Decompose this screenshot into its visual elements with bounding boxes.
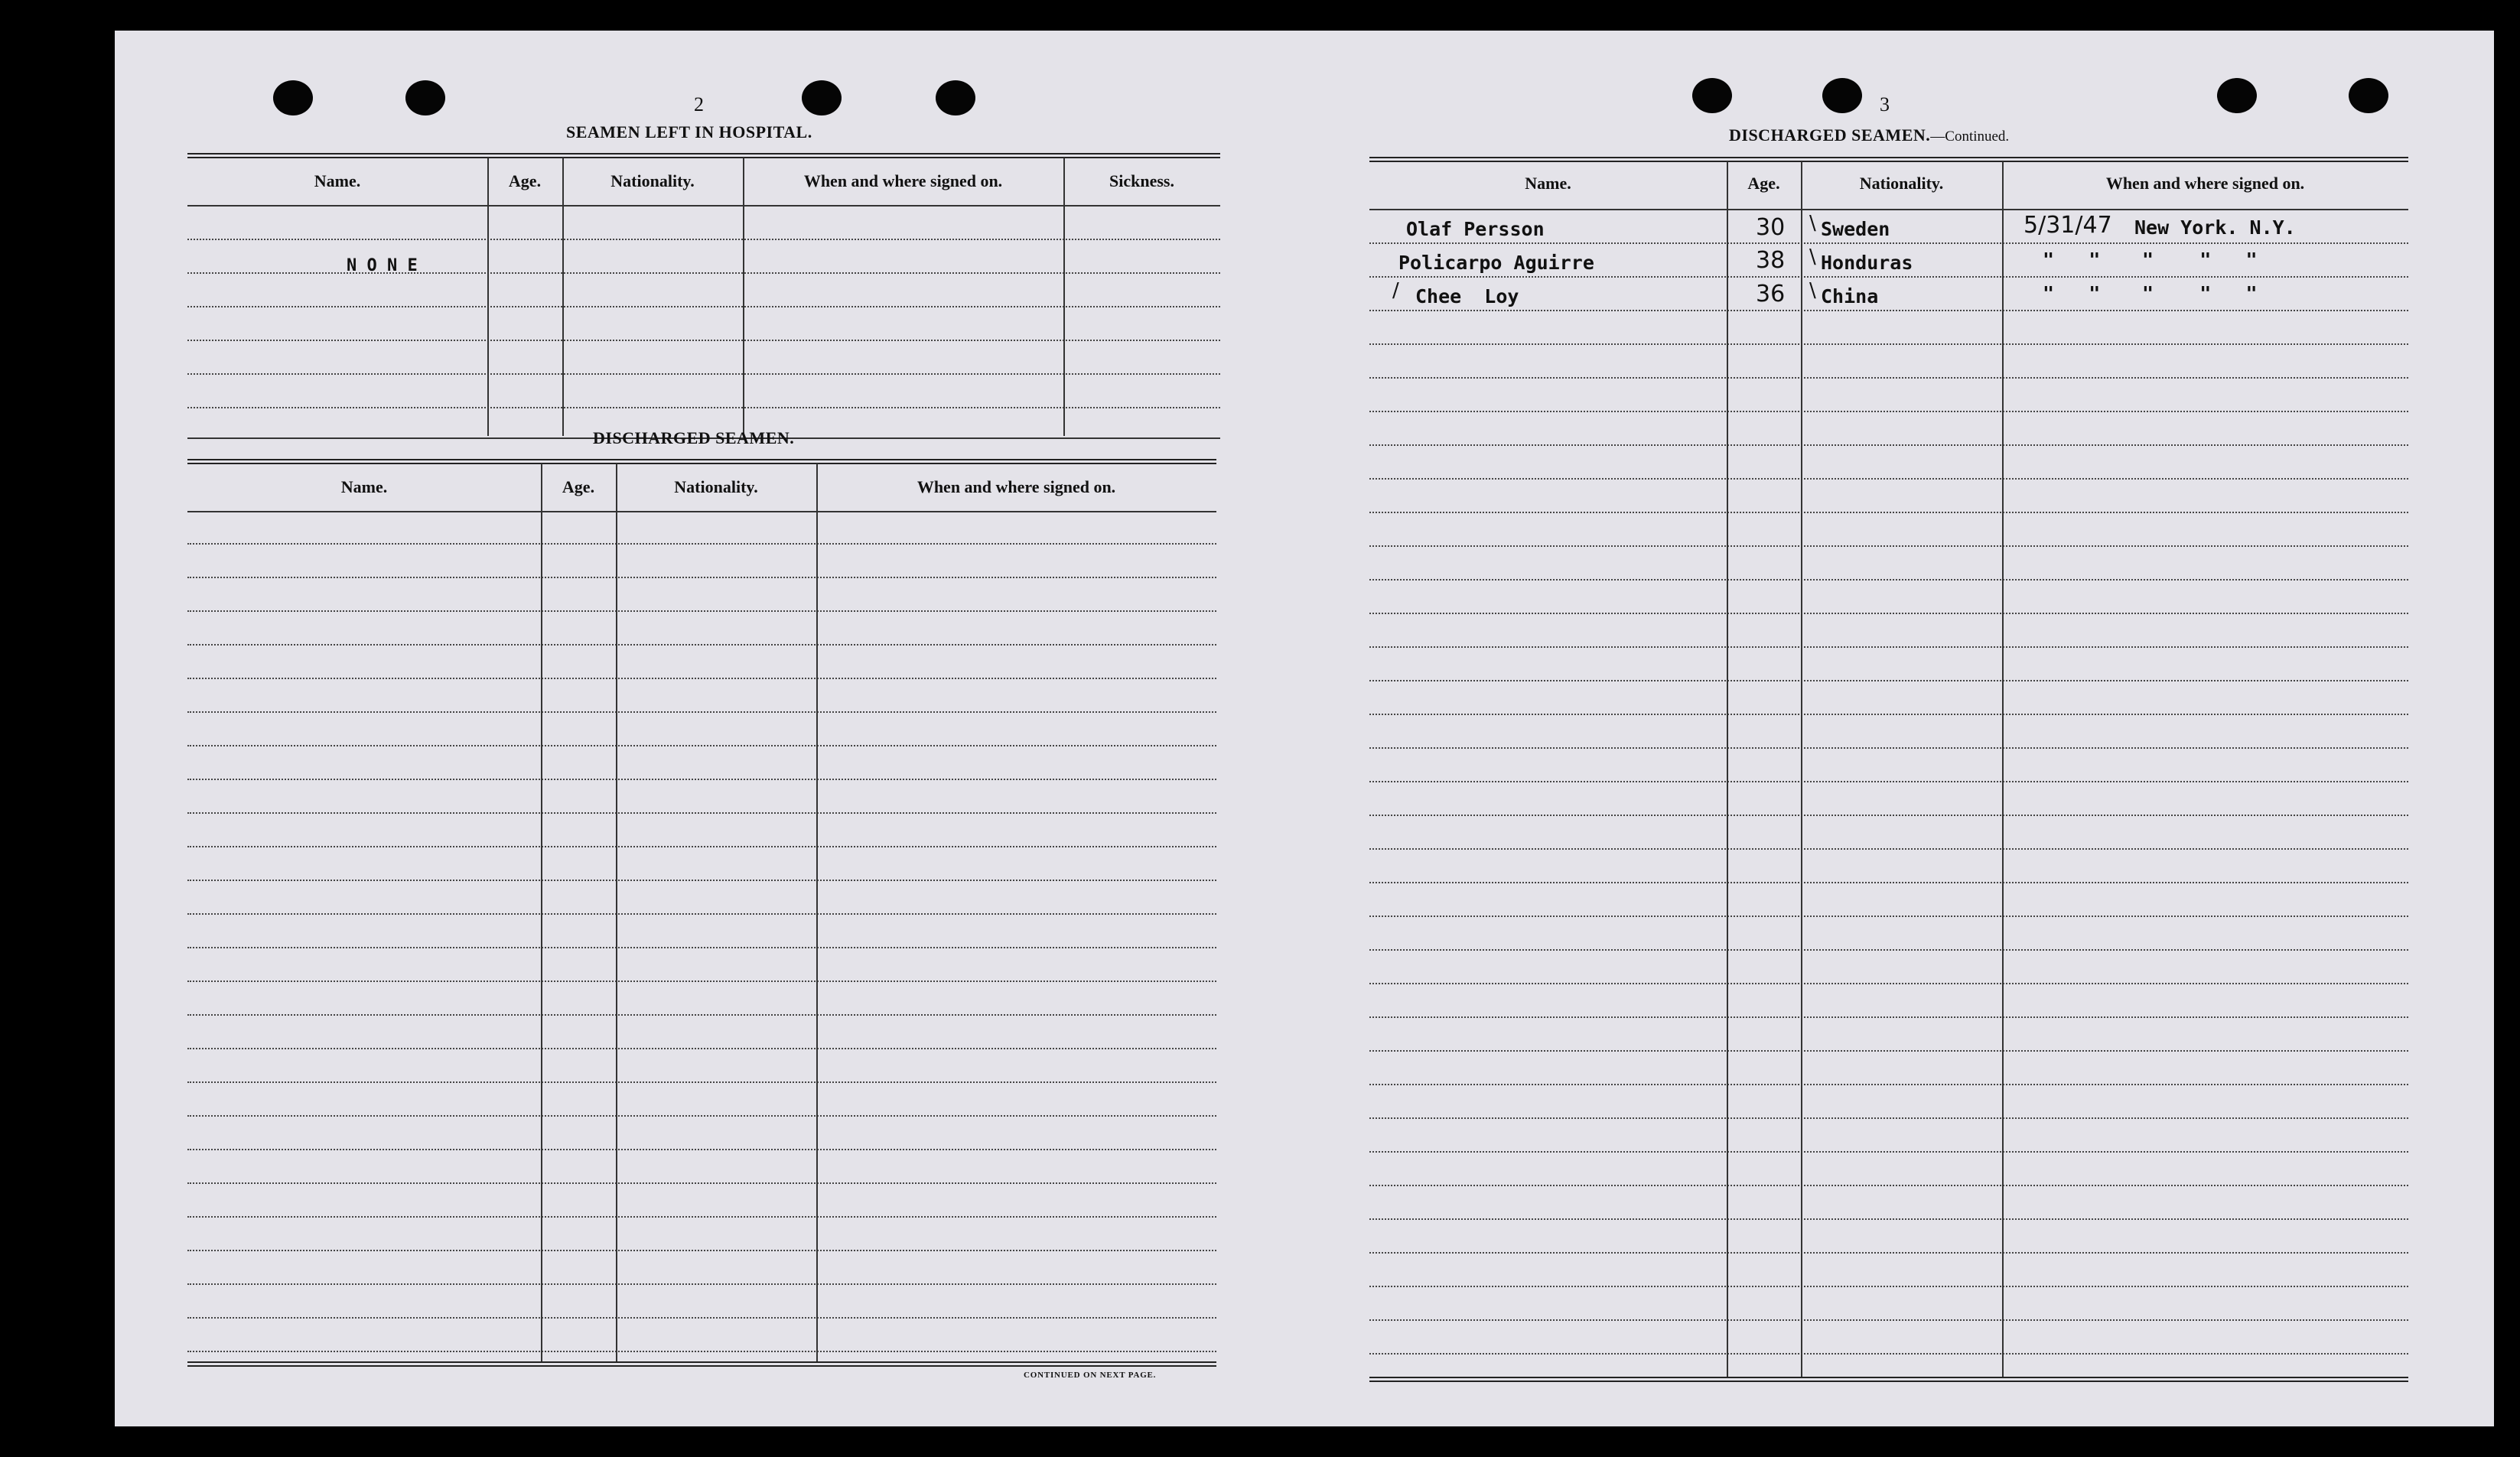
seaman-nationality: Sweden [1821, 218, 1890, 240]
column-header-age: Age. [1747, 174, 1780, 193]
signed-on-place: " " " [2142, 282, 2258, 304]
column-header-signed-on: When and where signed on. [2105, 174, 2305, 193]
column-header-age: Age. [562, 477, 595, 496]
ruled-line [1369, 646, 2408, 648]
ruled-line [1369, 714, 2408, 715]
ruled-line [187, 812, 1216, 814]
ruled-line [187, 880, 1216, 881]
ruled-line [1369, 242, 2408, 244]
ruled-line [1369, 815, 2408, 816]
seaman-nationality: Honduras [1821, 252, 1913, 274]
document-sheet [115, 31, 2494, 1426]
ruled-line [1369, 310, 2408, 311]
ruled-line [1369, 1353, 2408, 1355]
ruled-line [1369, 882, 2408, 883]
ruled-line [1369, 747, 2408, 749]
ruled-line [1369, 1252, 2408, 1254]
ruled-line [1369, 545, 2408, 547]
ruled-line [1369, 276, 2408, 278]
punch-hole [2349, 78, 2388, 113]
ruled-line [187, 1317, 1216, 1319]
ruled-line [187, 779, 1216, 780]
ruled-line [1369, 1151, 2408, 1153]
ruled-line [187, 846, 1216, 847]
ruled-line [1369, 1286, 2408, 1287]
punch-hole [405, 80, 445, 115]
seaman-name: Olaf Persson [1406, 218, 1545, 240]
ruled-line [1369, 848, 2408, 850]
ruled-line [187, 678, 1216, 679]
ruled-line [187, 644, 1216, 646]
punch-hole [802, 80, 842, 115]
hospital-entry-none: N O N E [347, 256, 418, 275]
ruled-line [187, 1048, 1216, 1049]
ruled-line [1369, 916, 2408, 917]
column-header-signed-on: When and where signed on. [803, 171, 1003, 190]
column-header-name: Name. [1525, 174, 1571, 193]
continued-footer: CONTINUED ON NEXT PAGE. [1024, 1371, 1157, 1380]
seaman-age: 36 [1756, 281, 1786, 307]
discharged-table-right [1369, 157, 2408, 1396]
ruled-line [187, 913, 1216, 915]
ruled-line [1369, 579, 2408, 581]
punch-hole [273, 80, 313, 115]
ruled-line [187, 1216, 1216, 1218]
ruled-line [1369, 444, 2408, 446]
column-header-signed-on: When and where signed on. [917, 477, 1116, 496]
seaman-age: 30 [1756, 214, 1786, 241]
ruled-line [1369, 1117, 2408, 1119]
seaman-nationality: China [1821, 285, 1879, 307]
ruled-line [1369, 680, 2408, 681]
hospital-table [187, 153, 1220, 447]
ruled-line [1369, 1084, 2408, 1085]
column-header-nationality: Nationality. [674, 477, 758, 496]
column-header-age: Age. [508, 171, 542, 190]
column-header-name: Name. [314, 171, 361, 190]
column-header-name: Name. [340, 477, 388, 496]
ruled-line [187, 711, 1216, 713]
right-section-title-text: DISCHARGED SEAMEN. [1729, 125, 1931, 145]
punch-hole [2217, 78, 2257, 113]
ruled-line [1369, 983, 2408, 984]
signed-on-date: " " [2043, 249, 2101, 271]
ruled-line [187, 1081, 1216, 1083]
column-header-nationality: Nationality. [610, 171, 695, 190]
ruled-line [1369, 781, 2408, 782]
discharged-table-left [187, 459, 1216, 1377]
right-page-number: 3 [1880, 93, 1890, 115]
hospital-section-title: SEAMEN LEFT IN HOSPITAL. [566, 122, 812, 141]
seaman-name: Policarpo Aguirre [1398, 252, 1594, 274]
ruled-line [1369, 343, 2408, 345]
ruled-line [1369, 1218, 2408, 1220]
ruled-line [187, 1149, 1216, 1150]
signed-on-date: 5/31/47 [2023, 212, 2112, 239]
ruled-line [187, 543, 1216, 545]
ruled-line [187, 1250, 1216, 1251]
ruled-line [187, 947, 1216, 948]
ruled-line [1369, 478, 2408, 480]
ruled-line [1369, 1319, 2408, 1321]
punch-hole [936, 80, 975, 115]
signed-on-place: New York. N.Y. [2134, 216, 2296, 239]
ruled-line [187, 1014, 1216, 1016]
right-section-title-suffix: —Continued. [1930, 128, 2010, 145]
punch-hole [1822, 78, 1862, 113]
left-page-number: 2 [694, 93, 704, 115]
ruled-line [187, 610, 1216, 612]
discharged-section-title-left: DISCHARGED SEAMEN. [593, 428, 795, 447]
ruled-line [1369, 1185, 2408, 1186]
right-section-title [1729, 125, 2009, 145]
ruled-line [1369, 512, 2408, 513]
ruled-line [1369, 1016, 2408, 1018]
ruled-line [1369, 949, 2408, 951]
seaman-name: Chee Loy [1415, 285, 1519, 307]
ruled-line [187, 1283, 1216, 1285]
check-mark-icon: \ [1809, 246, 1816, 268]
ruled-line [187, 1351, 1216, 1352]
punch-hole [1692, 78, 1732, 113]
seaman-age: 38 [1756, 247, 1786, 274]
ruled-line [1369, 1050, 2408, 1052]
check-mark-icon: \ [1809, 212, 1816, 235]
signed-on-place: " " " [2142, 249, 2258, 271]
check-mark-icon: \ [1809, 279, 1816, 302]
ruled-line [1369, 613, 2408, 614]
ruled-line [1369, 377, 2408, 379]
ruled-line [187, 745, 1216, 746]
ruled-line [187, 1182, 1216, 1184]
column-header-sickness: Sickness. [1109, 171, 1174, 190]
ruled-line [187, 981, 1216, 982]
check-mark-icon: / [1392, 279, 1399, 302]
ruled-line [187, 577, 1216, 578]
ruled-line [187, 1115, 1216, 1117]
ruled-line [1369, 411, 2408, 412]
signed-on-date: " " [2043, 282, 2101, 304]
column-header-nationality: Nationality. [1859, 174, 1944, 193]
